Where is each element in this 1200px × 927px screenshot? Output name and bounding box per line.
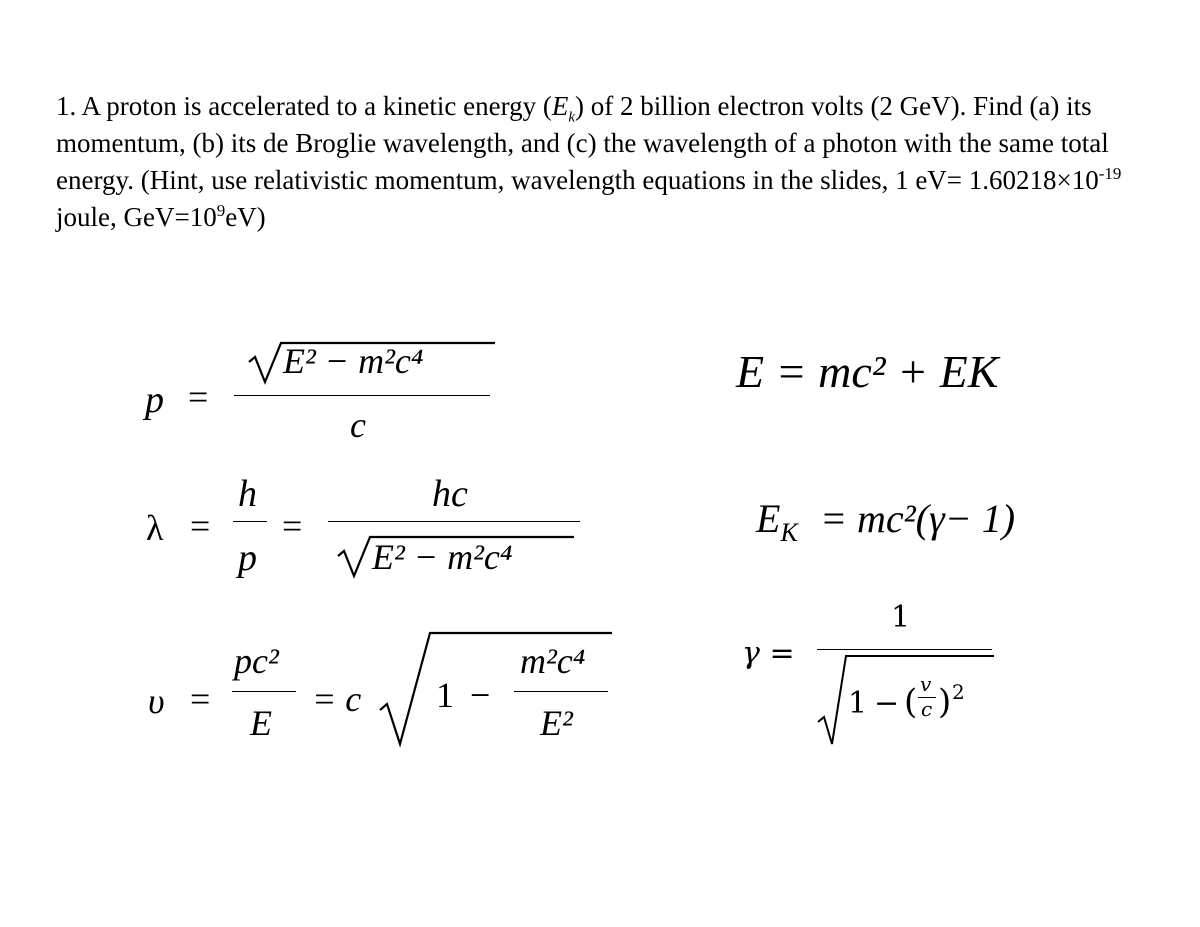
velocity-numerator: pc² bbox=[234, 641, 279, 681]
velocity-inner-fraction-bar bbox=[514, 691, 608, 692]
velocity-lhs: υ bbox=[148, 681, 165, 721]
gamma-close-paren: ) bbox=[938, 682, 952, 722]
velocity-inner-numerator: m²c⁴ bbox=[520, 641, 586, 681]
gamma-open-paren: ( bbox=[904, 682, 918, 722]
gamma-numerator: 1 bbox=[891, 600, 911, 635]
velocity-equals-c: = c bbox=[312, 679, 362, 719]
wavelength-equals-1: = bbox=[190, 506, 211, 546]
wavelength-fraction-bar-1 bbox=[233, 521, 267, 522]
total-energy-equation: E = mc² + EK bbox=[736, 346, 999, 397]
problem-text-b: ) of 2 billion electron volts (2 GeV). Find (a) its momentum, (b) its de Broglie wavelength, and (c) the wavelength of a photon with the same total energy. (Hint, use relativistic momentum, wavelength equations in the slides, 1 eV= 1.60218×10 bbox=[56, 91, 1109, 195]
velocity-fraction-bar bbox=[232, 691, 296, 692]
gamma-fraction-bar bbox=[817, 649, 992, 650]
problem-text-a: A proton is accelerated to a kinetic energy ( bbox=[81, 91, 552, 121]
velocity-inner-denominator: E² bbox=[540, 703, 573, 743]
wavelength-numerator-2: hc bbox=[432, 473, 468, 515]
wavelength-fraction-bar-2 bbox=[328, 521, 580, 522]
kinetic-energy-symbol: $E_k$ bbox=[551, 91, 575, 126]
velocity-equals: = bbox=[190, 679, 211, 719]
velocity-minus: − bbox=[470, 675, 491, 715]
velocity-one: 1 bbox=[436, 675, 454, 715]
wavelength-denominator-1: p bbox=[238, 537, 257, 579]
exponent-1: -19 bbox=[1098, 164, 1122, 183]
gamma-c: c bbox=[921, 697, 933, 721]
momentum-fraction-bar bbox=[234, 395, 490, 396]
momentum-numerator: E² − m²c⁴ bbox=[283, 341, 424, 381]
gamma-minus: − bbox=[874, 686, 900, 721]
kinetic-energy-lhs: $E_K$ bbox=[756, 496, 798, 547]
exponent-2: 9 bbox=[216, 201, 226, 220]
problem-statement bbox=[56, 88, 1156, 236]
momentum-lhs: p bbox=[145, 379, 164, 421]
wavelength-lhs: λ bbox=[146, 508, 164, 548]
gamma-lhs: γ = bbox=[742, 636, 795, 671]
problem-number: 1. bbox=[56, 91, 77, 121]
problem-text-c: joule, GeV=10 bbox=[56, 202, 217, 232]
wavelength-denominator-2: E² − m²c⁴ bbox=[372, 537, 513, 577]
wavelength-equals-2: = bbox=[282, 506, 303, 546]
momentum-denominator: c bbox=[350, 405, 366, 445]
kinetic-energy-rhs: = mc²(γ− 1) bbox=[820, 496, 1016, 541]
problem-text-d: eV) bbox=[225, 202, 266, 232]
gamma-exponent: 2 bbox=[952, 680, 965, 704]
velocity-denominator: E bbox=[250, 703, 272, 743]
wavelength-numerator-1: h bbox=[238, 473, 257, 515]
momentum-equals: = bbox=[188, 377, 209, 417]
gamma-v: v bbox=[920, 672, 932, 696]
gamma-one: 1 bbox=[848, 686, 868, 721]
